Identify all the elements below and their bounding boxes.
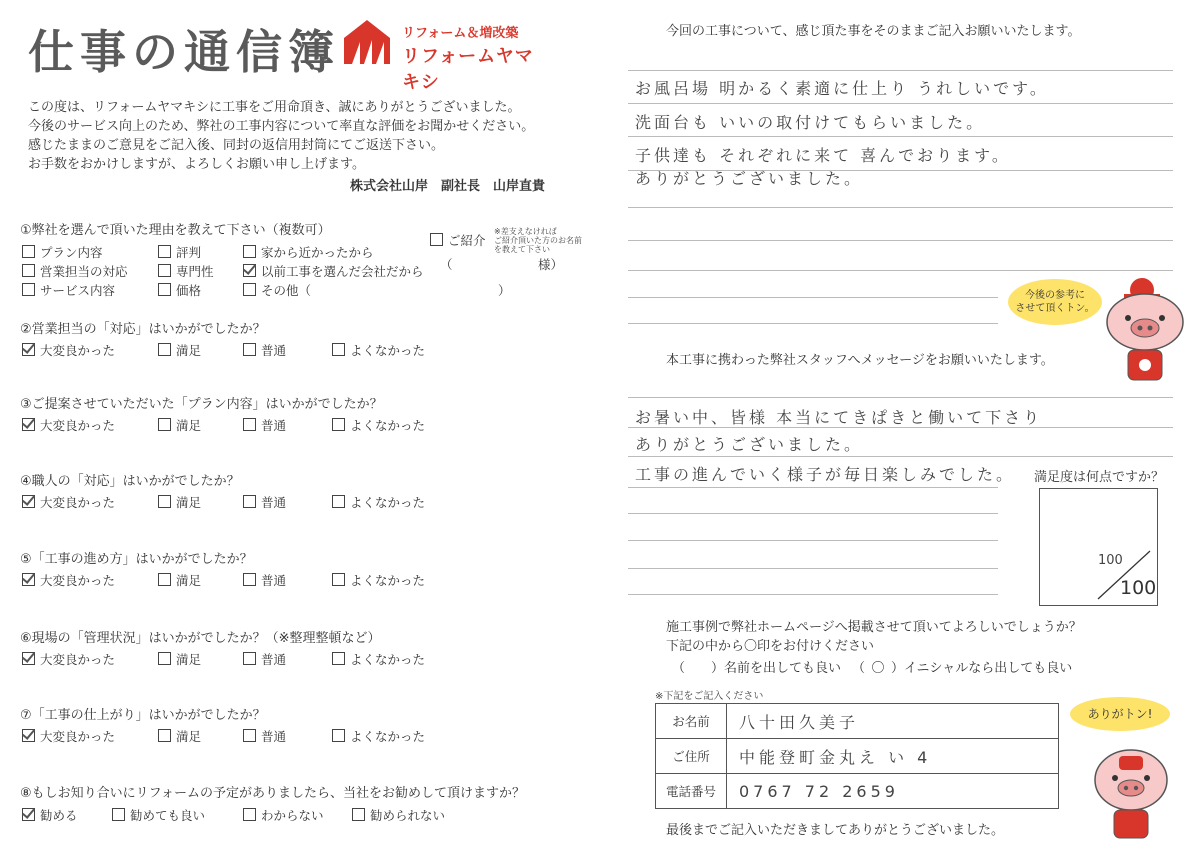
q1-option[interactable]: サービス内容 [22,281,115,299]
checkbox[interactable] [243,343,256,356]
rating-option[interactable] [332,416,425,434]
house-logo-icon [340,18,394,68]
rating-option[interactable] [332,727,425,745]
phone-field[interactable]: 0767 72 2659 [739,781,899,801]
speech-bubble: ありがトン! [1070,697,1170,731]
q1-option[interactable]: その他（ [243,281,311,299]
rating-label: よくなかった [350,729,426,744]
checkbox[interactable] [332,729,345,742]
rating-option[interactable] [22,341,115,359]
referral-open: （ [440,257,453,272]
checkbox[interactable] [332,418,345,431]
rating-label: 大変良かった [40,729,116,744]
question-text: ③ご提案させていただいた「プラン内容」はいかがでしたか？ [20,397,383,412]
rating-option[interactable] [158,727,201,745]
referral-note: ※差支えなければ ご紹介頂いた方のお名前 を教えて下さい [494,227,582,254]
rating-label: よくなかった [350,573,426,588]
checkbox[interactable] [332,343,345,356]
checkbox-checked[interactable] [22,573,35,586]
form-row-name [656,704,1058,739]
pig-mascot-icon [1088,738,1174,842]
rating-label: 大変良かった [40,343,116,358]
publish-option-2[interactable]: （ 〇 ）イニシャルなら出しても良い [852,661,1073,676]
rating-option[interactable] [158,416,201,434]
q8-option[interactable]: 勧められない [352,806,445,824]
rating-option[interactable] [22,493,115,511]
checkbox[interactable] [332,495,345,508]
form-note: ※下記をご記入ください [655,691,764,702]
checkbox-checked[interactable] [22,808,35,821]
question-text: ④職人の「対応」はいかがでしたか？ [20,474,240,489]
q1-option[interactable]: 評判 [158,243,201,261]
logo-subtitle: リフォーム＆増改築 [402,26,519,41]
rating-option[interactable] [158,493,201,511]
q8-option[interactable]: 勧めても良い [112,806,205,824]
checkbox[interactable] [243,573,256,586]
checkbox-checked[interactable] [22,729,35,742]
checkbox-checked[interactable] [22,652,35,665]
rating-option[interactable] [243,416,286,434]
checkbox[interactable] [243,245,256,258]
company-logo [340,18,550,93]
rating-label: 普通 [261,343,287,358]
rating-option[interactable] [243,727,286,745]
publish-instruction: 下記の中から〇印をお付けください [666,639,875,654]
page-title: 仕事の通信簿 [28,25,340,79]
checkbox[interactable] [22,264,35,277]
rating-label: 満足 [176,418,202,433]
q1-option[interactable]: 営業担当の対応 [22,262,128,280]
q8-question: ⑧もしお知り合いにリフォームの予定がありましたら、当社をお勧めして頂けますか？ [20,786,526,801]
q1-option[interactable]: 家から近かったから [243,243,374,261]
checkbox[interactable] [352,808,365,821]
checkbox[interactable] [243,808,256,821]
address-field[interactable]: 中能登町金丸え い 4 [739,747,932,767]
referral-suffix: 様） [538,257,564,272]
intro-line: この度は、リフォームヤマキシに工事をご用命頂き、誠にありがとうございました。 [28,100,521,115]
rating-option[interactable] [243,493,286,511]
score-box[interactable] [1039,488,1158,606]
rating-option[interactable] [332,650,425,668]
checkbox[interactable] [243,495,256,508]
checkbox-checked[interactable] [22,418,35,431]
rating-label: よくなかった [350,343,426,358]
q8-option[interactable]: わからない [243,806,324,824]
checkbox[interactable] [430,233,443,246]
form-row-phone [656,774,1058,808]
pig-mascot-icon [1098,270,1192,390]
checkbox[interactable] [158,418,171,431]
checkbox[interactable] [158,573,171,586]
rating-label: 大変良かった [40,495,116,510]
question-text: ②営業担当の「対応」はいかがでしたか？ [20,322,266,337]
checkbox[interactable] [332,652,345,665]
checkbox[interactable] [158,729,171,742]
q1-option[interactable]: 価格 [158,281,201,299]
intro-text [28,98,534,174]
rating-option[interactable] [332,493,425,511]
rating-label: 普通 [261,495,287,510]
score-value: 100 [1098,553,1123,568]
message-line: 工事の進んでいく様子が毎日楽しみでした。 [635,465,1016,484]
q1-option[interactable]: プラン内容 [22,243,103,261]
intro-line: 感じたままのご意見をご記入後、同封の返信用封筒にてご返送下さい。 [28,138,445,153]
message-line: ありがとうございました。 [635,435,864,454]
rating-option[interactable] [22,571,115,589]
checkbox-checked[interactable] [243,264,256,277]
rating-label: 普通 [261,418,287,433]
rating-option[interactable] [158,571,201,589]
rating-label: よくなかった [350,418,426,433]
checkbox[interactable] [158,343,171,356]
rating-option[interactable] [22,650,115,668]
q8-option[interactable]: 勧める [22,806,78,824]
message-prompt: 本工事に携わった弊社スタッフへメッセージをお願いいたします。 [666,353,1054,368]
speech-bubble: 今後の参考に させて頂くトン。 [1008,279,1102,325]
checkbox[interactable] [158,264,171,277]
checkbox-checked[interactable] [22,495,35,508]
q1-option[interactable]: 以前工事を選んだ会社だから [243,262,424,280]
rating-label: 大変良かった [40,573,116,588]
checkbox[interactable] [243,418,256,431]
checkbox[interactable] [22,283,35,296]
checkbox-checked[interactable] [22,343,35,356]
rating-label: 満足 [176,729,202,744]
rating-label: 満足 [176,343,202,358]
rating-option[interactable] [243,650,286,668]
question-text: ⑥現場の「管理状況」はいかがでしたか？（※整理整頓など） [20,631,381,646]
publish-question: 施工事例で弊社ホームページへ掲載させて頂いてよろしいでしょうか？ [666,620,1082,635]
question-text: ⑤「工事の進め方」はいかがでしたか？ [20,552,253,567]
rating-label: 普通 [261,729,287,744]
closing-text: 最後までご記入いただきましてありがとうございました。 [666,823,1005,838]
q1-other-close: ） [498,283,511,298]
score-max: 100 [1120,577,1157,599]
q1-question: ①弊社を選んで頂いた理由を教えて下さい（複数可） [20,223,331,238]
checkbox[interactable] [243,652,256,665]
impression-line: 子供達も それぞれに来て 喜んでおります。 [635,146,1011,165]
rating-option[interactable] [243,341,286,359]
checkbox[interactable] [158,245,171,258]
q1-option[interactable]: 専門性 [158,262,214,280]
rating-label: 普通 [261,573,287,588]
form-row-address [656,739,1058,774]
form-label: 電話番号 [656,774,727,808]
checkbox[interactable] [22,245,35,258]
impression-line: 洗面台も いいの取付けてもらいました。 [635,113,986,132]
logo-name: リフォームヤマキシ [402,46,534,93]
rating-label: よくなかった [350,652,426,667]
impression-prompt: 今回の工事について、感じ頂た事をそのままご記入お願いいたします。 [666,24,1081,39]
rating-label: 大変良かった [40,652,116,667]
intro-line: お手数をおかけしますが、よろしくお願い申し上げます。 [28,157,365,172]
rating-option[interactable] [332,341,425,359]
checkbox[interactable] [243,729,256,742]
publish-option-1[interactable]: （ ）名前を出しても良い [672,661,842,676]
contact-form [655,703,1059,809]
form-label: お名前 [656,704,727,738]
checkbox[interactable] [158,652,171,665]
q1-referral[interactable]: ご紹介 [430,231,486,249]
impression-line: ありがとうございました。 [635,169,864,188]
rating-label: 大変良かった [40,418,116,433]
intro-line: 今後のサービス向上のため、弊社の工事内容について率直な評価をお聞かせください。 [28,119,535,134]
rating-label: 満足 [176,573,202,588]
form-label: ご住所 [656,739,727,773]
rating-option[interactable] [22,416,115,434]
question-text: ⑦「工事の仕上がり」はいかがでしたか？ [20,708,266,723]
checkbox[interactable] [158,495,171,508]
checkbox[interactable] [158,283,171,296]
signature: 株式会社山岸 副社長 山岸直貴 [350,179,546,194]
score-prompt: 満足度は何点ですか？ [1034,470,1165,485]
checkbox[interactable] [112,808,125,821]
rating-option[interactable] [158,650,201,668]
message-line: お暑い中、皆様 本当にてきぱきと働いて下さり [635,408,1043,427]
impression-line: お風呂場 明かるく素適に仕上り うれしいです。 [635,79,1049,98]
rating-option[interactable] [158,341,201,359]
rating-option[interactable] [22,727,115,745]
rating-label: 満足 [176,495,202,510]
checkbox[interactable] [332,573,345,586]
checkbox[interactable] [243,283,256,296]
rating-label: 満足 [176,652,202,667]
rating-option[interactable] [243,571,286,589]
rating-option[interactable] [332,571,425,589]
rating-label: よくなかった [350,495,426,510]
name-field[interactable]: 八十田久美子 [739,712,860,732]
rating-label: 普通 [261,652,287,667]
